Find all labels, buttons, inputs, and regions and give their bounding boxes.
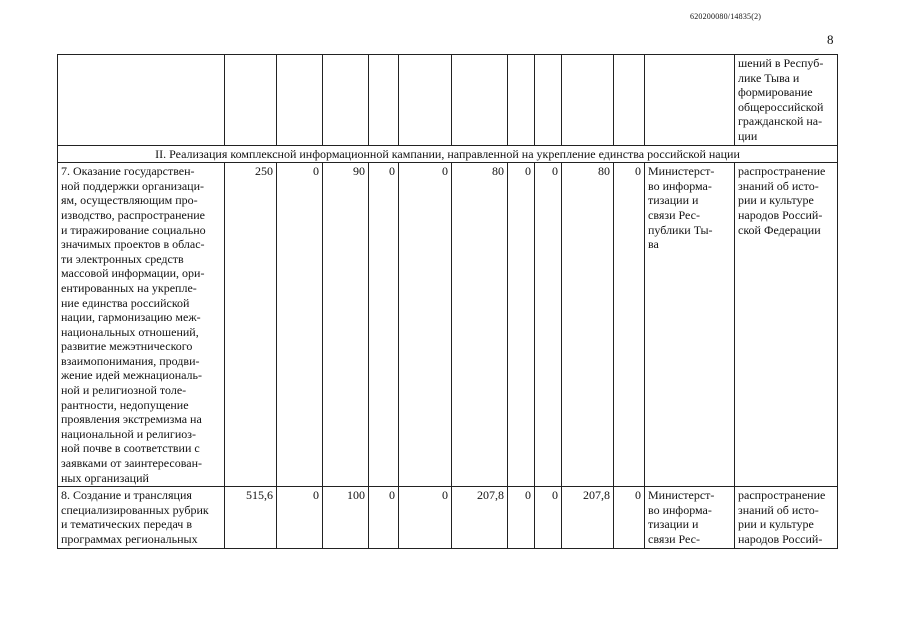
executor-cell: Министерст- во информа- тизации и связи Рес-: [645, 487, 735, 548]
table-cell: [508, 55, 535, 146]
value-cell: 0: [369, 487, 399, 548]
value-cell: 100: [323, 487, 369, 548]
result-cell: распространение знаний об исто- рии и культуре народов Россий- ской Федерации: [735, 163, 838, 487]
value-cell: 207,8: [562, 487, 614, 548]
section-row: [58, 145, 838, 163]
table-cell: [562, 55, 614, 146]
table-cell: [452, 55, 508, 146]
measure-description: 8. Создание и трансляция специализированных рубрик и тематических передач в программах региональных: [58, 487, 225, 548]
document-id: 620200080/14835(2): [690, 12, 762, 21]
value-cell: 0: [508, 487, 535, 548]
value-cell: 80: [562, 163, 614, 487]
value-cell: 0: [614, 163, 645, 487]
table-cell: [277, 55, 323, 146]
table-row: [58, 487, 838, 548]
value-cell: 207,8: [452, 487, 508, 548]
value-cell: 0: [535, 163, 562, 487]
table-cell: [369, 55, 399, 146]
value-cell: 0: [614, 487, 645, 548]
value-cell: 515,6: [225, 487, 277, 548]
table-cell: [399, 55, 452, 146]
value-cell: 0: [277, 487, 323, 548]
value-cell: 0: [508, 163, 535, 487]
value-cell: 0: [399, 163, 452, 487]
value-cell: 0: [369, 163, 399, 487]
value-cell: 250: [225, 163, 277, 487]
result-cell: распространение знаний об исто- рии и культуре народов Россий-: [735, 487, 838, 548]
value-cell: 90: [323, 163, 369, 487]
result-cell: шений в Респуб- лике Тыва и формирование общероссийской гражданской на- ции: [735, 55, 838, 146]
table-row: [58, 163, 838, 487]
table-cell: [58, 55, 225, 146]
value-cell: 80: [452, 163, 508, 487]
value-cell: 0: [399, 487, 452, 548]
continuation-row: [58, 55, 838, 146]
table-cell: [323, 55, 369, 146]
table-cell: [614, 55, 645, 146]
value-cell: 0: [277, 163, 323, 487]
program-table: [57, 54, 838, 549]
table-cell: [645, 55, 735, 146]
table-cell: [225, 55, 277, 146]
measure-description: 7. Оказание государствен- ной поддержки организаци- ям, осуществляющим про- изводство, распространение и тиражирование социально значимых проектов в облас- ти электронных средств массовой информации, ори- ентированных на укрепле- ние единства российской нации, гармонизацию меж- национальных отношений, развитие межэтнического взаимопонимания, продви- жение идей межнациональ- ной и религиозной толе- рантности, недопущение проявления экстремизма на национальной и религиоз- ной почве в соответствии с заявками от заинтересован- ных организаций: [58, 163, 225, 487]
value-cell: 0: [535, 487, 562, 548]
section-title: II. Реализация комплексной информационной кампании, направленной на укрепление единства российской нации: [58, 145, 838, 163]
table-cell: [535, 55, 562, 146]
executor-cell: Министерст- во информа- тизации и связи Рес- публики Ты- ва: [645, 163, 735, 487]
page-number: 8: [827, 32, 834, 47]
